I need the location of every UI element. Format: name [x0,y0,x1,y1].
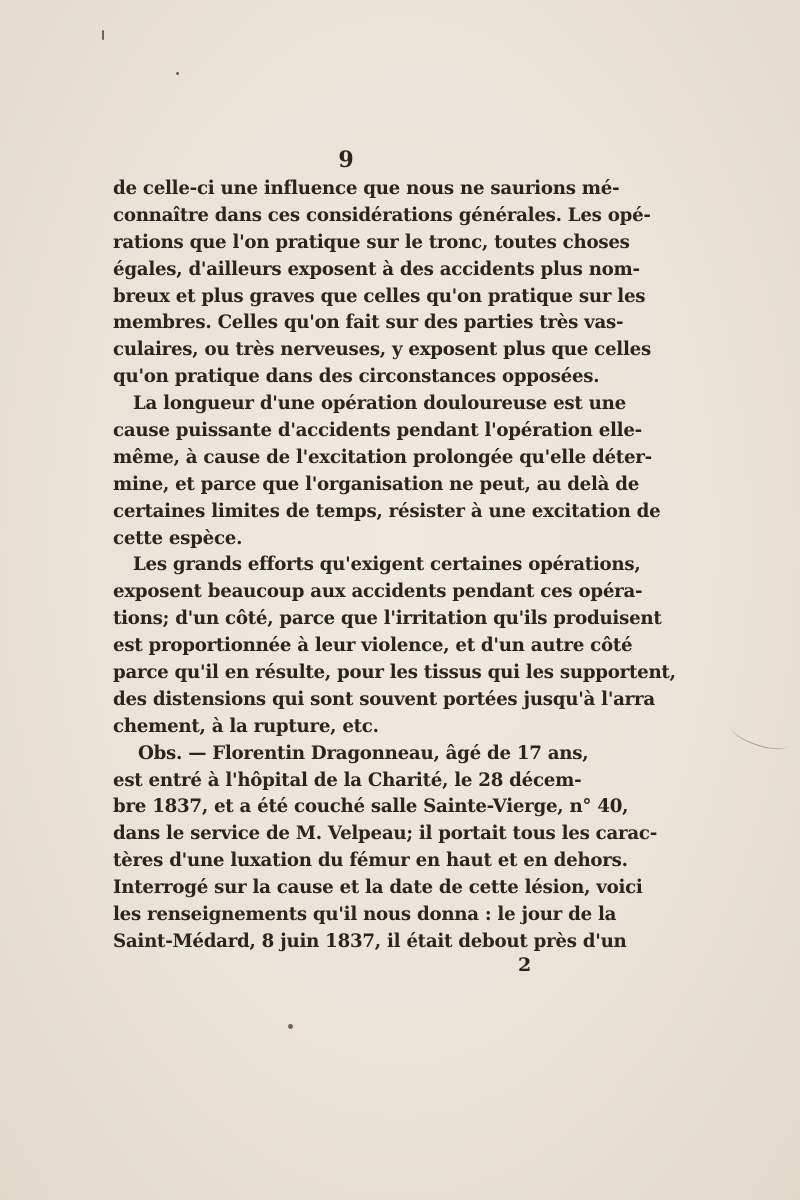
text-line: Saint-Médard, 8 juin 1837, il était debout près d'un [113,930,627,952]
text-line: est entré à l'hôpital de la Charité, le 28 décem- [113,769,582,791]
text-line: tères d'une luxation du fémur en haut et en dehors. [113,850,628,872]
text-line: certaines limites de temps, résister à une excitation de [113,500,661,522]
text-line: parce qu'il en résulte, pour les tissus qui les supportent, [113,662,676,684]
text-line: tions; d'un côté, parce que l'irritation qu'ils produisent [113,608,662,630]
body-text [113,176,676,956]
text-line: de celle-ci une influence que nous ne saurions mé- [113,178,620,199]
page-number-text: 9 [338,147,354,173]
text-line: mine, et parce que l'organisation ne peut, au delà de [113,473,640,495]
ink-speck [176,72,179,75]
text-line: des distensions qui sont souvent portées jusqu'à l'arra [113,688,655,710]
paragraph-start-line: Les grands efforts qu'exigent certaines opérations, [133,554,641,576]
page-number [0,146,800,174]
paragraph-start-line: La longueur d'une opération douloureuse est une [133,393,626,415]
text-line: breux et plus graves que celles qu'on pratique sur les [113,285,646,307]
text-line: dans le service de M. Velpeau; il portait tous les carac- [113,823,658,845]
text-line: culaires, ou très nerveuses, y exposent plus que celles [113,339,651,361]
text-line: est proportionnée à leur violence, et d'un autre côté [113,635,633,657]
paper-crease [728,716,792,755]
text-line: exposent beaucoup aux accidents pendant ces opéra- [113,581,643,603]
text-line: Interrogé sur la cause et la date de cette lésion, voici [113,877,643,899]
text-line: membres. Celles qu'on fait sur des parties très vas- [113,312,624,334]
text-line: rations que l'on pratique sur le tronc, toutes choses [113,231,630,253]
text-line: les renseignements qu'il nous donna : le jour de la [113,904,617,926]
signature-mark: 2 [518,954,532,976]
text-line: chement, à la rupture, etc. [113,715,379,737]
text-line: qu'on pratique dans des circonstances opposées. [113,366,600,388]
observation-start-line: Obs. — Florentin Dragonneau, âgé de 17 ans, [138,742,589,764]
ink-speck [102,30,104,40]
text-line: connaître dans ces considérations générales. Les opé- [113,204,651,226]
text-line: bre 1837, et a été couché salle Sainte-Vierge, n° 40, [113,796,629,818]
text-line: cause puissante d'accidents pendant l'opération elle- [113,420,642,442]
text-line: cette espèce. [113,527,243,549]
text-line: égales, d'ailleurs exposent à des accidents plus nom- [113,258,640,280]
ink-speck [288,1024,293,1029]
text-line: même, à cause de l'excitation prolongée qu'elle déter- [113,446,652,468]
